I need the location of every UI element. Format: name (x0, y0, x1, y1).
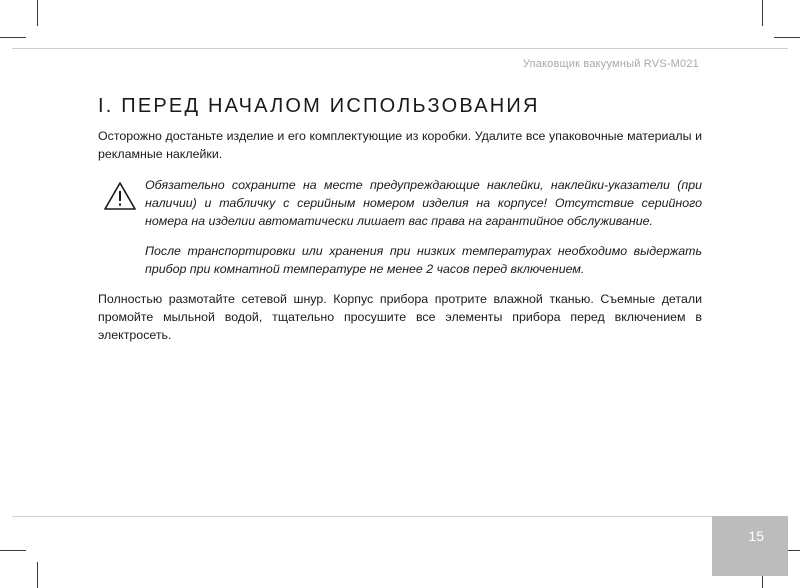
page-number-box (712, 516, 788, 576)
crop-mark (37, 562, 38, 588)
header-rule (12, 48, 788, 49)
crop-mark (0, 550, 26, 551)
warning-text-temperature: После транспортировки или хранения при низких температурах необходимо выдержать прибор при комнатной температуре не менее 2 часов перед включением. (145, 244, 702, 276)
warning-text-serial: Обязательно сохраните на месте предупреждающие наклейки, наклейки-указатели (при наличии) и табличку с серийным номером изделия на корпусе! Отсутствие серийного номера на изделии автоматически лишает вас права на гарантийное обслуживание. (145, 178, 702, 228)
warning-triangle-icon (103, 181, 137, 211)
footer-rule (12, 516, 712, 517)
section-title: I. ПЕРЕД НАЧАЛОМ ИСПОЛЬЗОВАНИЯ (98, 95, 540, 117)
warning-block (98, 176, 702, 278)
crop-mark (0, 37, 26, 38)
page-content (98, 94, 702, 344)
intro-paragraph: Осторожно достаньте изделие и его комплектующие из коробки. Удалите все упаковочные материалы и рекламные наклейки. (98, 129, 702, 161)
page-number: 15 (748, 528, 764, 544)
crop-mark (774, 37, 800, 38)
crop-mark (762, 0, 763, 26)
closing-paragraph: Полностью размотайте сетевой шнур. Корпус прибора протрите влажной тканью. Съемные детали промойте мыльной водой, тщательно просушите все элементы прибора перед включением в электросеть. (98, 292, 702, 342)
running-header: Упаковщик вакуумный RVS-M021 (522, 58, 699, 70)
crop-mark (37, 0, 38, 26)
